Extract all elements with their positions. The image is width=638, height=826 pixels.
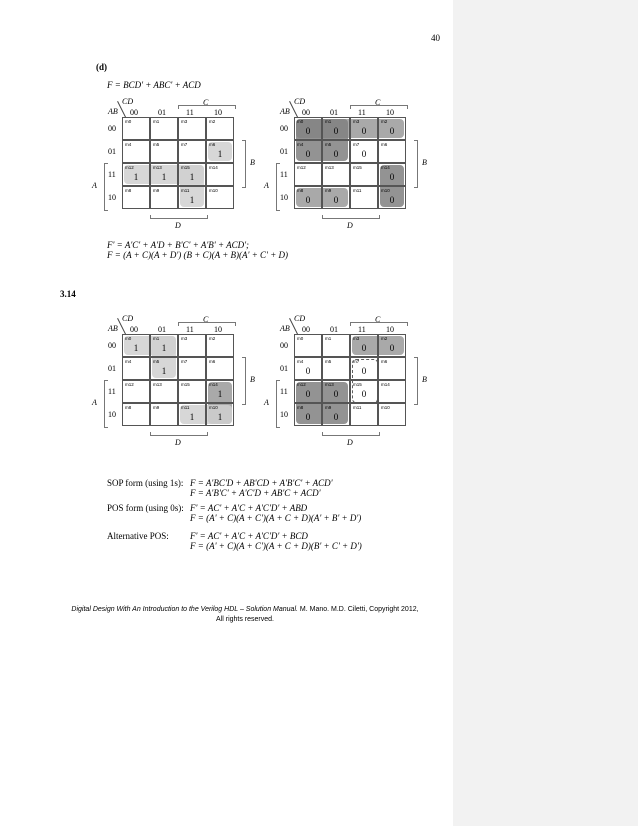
kmap-cell (178, 380, 206, 403)
minterm-label: m7 (353, 142, 360, 147)
kmap-cell (206, 403, 234, 426)
footer-authors: M. Mano. M.D. Ciletti, Copyright 2012, (297, 606, 419, 613)
kmap-cell (150, 186, 178, 209)
row-label: 00 (280, 341, 288, 350)
kmap-cell (350, 117, 378, 140)
d-label: D (347, 438, 353, 447)
kmap-cell (206, 117, 234, 140)
minterm-label: m4 (125, 359, 132, 364)
kmap-cell (322, 403, 350, 426)
cell-value: 0 (389, 195, 395, 205)
minterm-label: m4 (297, 142, 304, 147)
b-label: B (250, 158, 255, 167)
cell-value: 0 (333, 412, 339, 422)
b-bracket (242, 357, 246, 405)
minterm-label: m1 (153, 119, 160, 124)
kmap-cell (150, 357, 178, 380)
kmap-cell (322, 186, 350, 209)
cell-value: 1 (217, 389, 223, 399)
minterm-label: m10 (381, 188, 390, 193)
b-bracket (414, 140, 418, 188)
column-label: 10 (386, 108, 394, 117)
cell-value: 0 (305, 149, 311, 159)
ab-axis-label: AB (108, 107, 118, 116)
column-label: 01 (330, 325, 338, 334)
a-label: A (92, 181, 97, 190)
row-label: 11 (280, 170, 288, 179)
kmap-cell (378, 117, 406, 140)
minterm-label: m4 (297, 359, 304, 364)
d-bracket (322, 215, 380, 219)
a-bracket (276, 163, 280, 211)
kmap-cell (150, 163, 178, 186)
cell-value: 0 (361, 389, 367, 399)
sop-label: SOP form (using 1s): (107, 478, 184, 488)
minterm-label: m0 (297, 336, 304, 341)
minterm-label: m5 (153, 142, 160, 147)
kmap-cell (178, 140, 206, 163)
kmap-cell (322, 357, 350, 380)
kmap-cell (178, 334, 206, 357)
kmap-cell (178, 163, 206, 186)
comment-sidebar (453, 0, 638, 826)
cell-value: 0 (305, 412, 311, 422)
row-label: 00 (280, 124, 288, 133)
row-label: 01 (280, 147, 288, 156)
c-label: C (203, 315, 209, 324)
column-label: 00 (302, 325, 310, 334)
cell-value: 0 (333, 126, 339, 136)
cell-value: 0 (333, 149, 339, 159)
kmap-cell (150, 403, 178, 426)
row-label: 10 (280, 193, 288, 202)
minterm-label: m3 (353, 336, 360, 341)
kmap-cell (378, 140, 406, 163)
minterm-label: m7 (353, 359, 360, 364)
kmap-cell (350, 357, 378, 380)
kmap-cell (350, 334, 378, 357)
minterm-label: m5 (325, 142, 332, 147)
b-label: B (422, 158, 427, 167)
alt-pos-line1: F' = AC' + A'C + A'C'D' + BCD (190, 531, 308, 541)
cell-value: 0 (361, 126, 367, 136)
cell-value: 0 (305, 195, 311, 205)
kmap-cell (150, 380, 178, 403)
a-label: A (92, 398, 97, 407)
minterm-label: m3 (181, 336, 188, 341)
cell-value: 0 (361, 366, 367, 376)
kmap-cell (350, 140, 378, 163)
minterm-label: m10 (209, 405, 218, 410)
kmap-cell (378, 163, 406, 186)
kmap-cell (122, 163, 150, 186)
cd-axis-label: CD (122, 314, 134, 323)
cd-axis-label: CD (294, 314, 306, 323)
cell-value: 0 (389, 172, 395, 182)
cell-value: 0 (305, 366, 311, 376)
d-label: D (175, 221, 181, 230)
column-label: 00 (130, 325, 138, 334)
kmap-cell (350, 186, 378, 209)
cell-value: 0 (389, 343, 395, 353)
cell-value: 1 (161, 343, 167, 353)
minterm-label: m15 (181, 382, 190, 387)
kmap-cell (322, 334, 350, 357)
minterm-label: m8 (297, 405, 304, 410)
row-label: 10 (108, 193, 116, 202)
minterm-label: m13 (153, 382, 162, 387)
kmap-cell (122, 380, 150, 403)
kmap-cell (206, 380, 234, 403)
row-label: 11 (108, 387, 116, 396)
minterm-label: m10 (381, 405, 390, 410)
minterm-label: m9 (325, 188, 332, 193)
minterm-label: m1 (325, 119, 332, 124)
page-footer (60, 605, 430, 625)
cell-value: 0 (305, 389, 311, 399)
minterm-label: m2 (209, 336, 216, 341)
kmap-cell (206, 186, 234, 209)
minterm-label: m9 (325, 405, 332, 410)
cell-value: 0 (361, 149, 367, 159)
row-label: 00 (108, 341, 116, 350)
column-label: 01 (330, 108, 338, 117)
kmap-cell (350, 163, 378, 186)
minterm-label: m3 (181, 119, 188, 124)
cell-value: 0 (333, 389, 339, 399)
row-label: 01 (108, 364, 116, 373)
kmap-cell (378, 334, 406, 357)
ab-axis-label: AB (108, 324, 118, 333)
kmap-cell (122, 357, 150, 380)
minterm-label: m13 (325, 165, 334, 170)
ab-axis-label: AB (280, 324, 290, 333)
section-d-result-line2: F = (A + C)(A + D') (B + C)(A + B)(A' + C' + D) (107, 250, 289, 260)
column-label: 11 (186, 108, 194, 117)
minterm-label: m13 (325, 382, 334, 387)
kmap-cell (122, 334, 150, 357)
kmap-cell (150, 334, 178, 357)
cell-value: 1 (217, 149, 223, 159)
kmap-cell (322, 380, 350, 403)
minterm-label: m14 (209, 382, 218, 387)
column-label: 11 (186, 325, 194, 334)
minterm-label: m8 (125, 405, 132, 410)
pos-line1: F' = AC' + A'C + A'C'D' + ABD (190, 503, 308, 513)
cell-value: 1 (161, 172, 167, 182)
minterm-label: m2 (381, 119, 388, 124)
c-label: C (375, 315, 381, 324)
minterm-label: m14 (209, 165, 218, 170)
a-bracket (104, 380, 108, 428)
column-label: 01 (158, 325, 166, 334)
kmap-cell (294, 357, 322, 380)
cell-value: 1 (189, 195, 195, 205)
column-label: 10 (214, 325, 222, 334)
minterm-label: m7 (181, 359, 188, 364)
alt-pos-line2: F = (A' + C)(A + C')(A + C + D)(B' + C' + D') (190, 541, 362, 551)
minterm-label: m11 (353, 188, 362, 193)
minterm-label: m14 (381, 382, 390, 387)
minterm-label: m7 (181, 142, 188, 147)
kmap-cell (322, 163, 350, 186)
d-label: D (175, 438, 181, 447)
kmap-cell (122, 117, 150, 140)
minterm-label: m0 (125, 336, 132, 341)
minterm-label: m8 (297, 188, 304, 193)
c-label: C (375, 98, 381, 107)
minterm-label: m5 (325, 359, 332, 364)
kmap-cell (294, 380, 322, 403)
kmap-cell (378, 357, 406, 380)
kmap-cell (378, 403, 406, 426)
b-bracket (414, 357, 418, 405)
section-d-label: (d) (96, 62, 107, 72)
c-label: C (203, 98, 209, 107)
minterm-label: m14 (381, 165, 390, 170)
page-number: 40 (431, 33, 440, 43)
cell-value: 1 (189, 172, 195, 182)
kmap-cell (294, 403, 322, 426)
footer-title: Digital Design With An Introduction to the Verilog HDL – Solution Manual. (71, 606, 298, 613)
cell-value: 0 (305, 126, 311, 136)
column-label: 00 (302, 108, 310, 117)
a-bracket (276, 380, 280, 428)
kmap-cell (206, 163, 234, 186)
sop-line2: F = A'B'C' + A'C'D + AB'C + ACD' (190, 488, 321, 498)
kmap-cell (150, 117, 178, 140)
cd-axis-label: CD (122, 97, 134, 106)
minterm-label: m11 (181, 405, 190, 410)
row-label: 11 (108, 170, 116, 179)
kmap-cell (122, 140, 150, 163)
minterm-label: m6 (209, 359, 216, 364)
row-label: 01 (108, 147, 116, 156)
minterm-label: m2 (209, 119, 216, 124)
kmap-cell (178, 117, 206, 140)
kmap-cell (322, 117, 350, 140)
kmap-cell (378, 186, 406, 209)
d-bracket (150, 432, 208, 436)
minterm-label: m6 (381, 359, 388, 364)
kmap-cell (294, 117, 322, 140)
a-bracket (104, 163, 108, 211)
minterm-label: m6 (381, 142, 388, 147)
minterm-label: m5 (153, 359, 160, 364)
minterm-label: m12 (297, 382, 306, 387)
minterm-label: m8 (125, 188, 132, 193)
a-label: A (264, 398, 269, 407)
cell-value: 0 (333, 195, 339, 205)
kmap-cell (178, 357, 206, 380)
minterm-label: m0 (297, 119, 304, 124)
footer-rights: All rights reserved. (216, 616, 274, 623)
alt-pos-label: Alternative POS: (107, 531, 169, 541)
kmap-cell (350, 380, 378, 403)
column-label: 10 (386, 325, 394, 334)
kmap-cell (122, 403, 150, 426)
row-label: 11 (280, 387, 288, 396)
cell-value: 0 (361, 343, 367, 353)
a-label: A (264, 181, 269, 190)
cell-value: 1 (133, 172, 139, 182)
row-label: 00 (108, 124, 116, 133)
kmap-cell (206, 357, 234, 380)
minterm-label: m9 (153, 405, 160, 410)
b-label: B (422, 375, 427, 384)
row-label: 10 (108, 410, 116, 419)
minterm-label: m13 (153, 165, 162, 170)
cell-value: 1 (189, 412, 195, 422)
minterm-label: m1 (153, 336, 160, 341)
column-label: 11 (358, 325, 366, 334)
row-label: 10 (280, 410, 288, 419)
minterm-label: m15 (353, 165, 362, 170)
section-d-result-line1: F' = A'C' + A'D + B'C' + A'B' + ACD'; (107, 240, 250, 250)
minterm-label: m6 (209, 142, 216, 147)
kmap-cell (178, 186, 206, 209)
problem-label: 3.14 (60, 289, 76, 299)
section-d-function: F = BCD' + ABC' + ACD (107, 80, 201, 90)
minterm-label: m1 (325, 336, 332, 341)
ab-axis-label: AB (280, 107, 290, 116)
d-label: D (347, 221, 353, 230)
minterm-label: m11 (353, 405, 362, 410)
cell-value: 1 (133, 343, 139, 353)
kmap-cell (294, 140, 322, 163)
d-bracket (322, 432, 380, 436)
sop-line1: F = A'BC'D + AB'CD + A'B'C' + ACD' (190, 478, 333, 488)
minterm-label: m9 (153, 188, 160, 193)
cell-value: 1 (161, 366, 167, 376)
cell-value: 0 (389, 126, 395, 136)
kmap-cell (178, 403, 206, 426)
minterm-label: m12 (125, 382, 134, 387)
column-label: 00 (130, 108, 138, 117)
kmap-cell (122, 186, 150, 209)
kmap-cell (206, 334, 234, 357)
pos-label: POS form (using 0s): (107, 503, 184, 513)
cell-value: 1 (217, 412, 223, 422)
kmap-cell (350, 403, 378, 426)
kmap-cell (378, 380, 406, 403)
cd-axis-label: CD (294, 97, 306, 106)
minterm-label: m11 (181, 188, 190, 193)
kmap-cell (294, 334, 322, 357)
d-bracket (150, 215, 208, 219)
pos-line2: F = (A' + C)(A + C')(A + C + D)(A' + B' + D') (190, 513, 362, 523)
minterm-label: m4 (125, 142, 132, 147)
minterm-label: m15 (353, 382, 362, 387)
kmap-cell (206, 140, 234, 163)
column-label: 11 (358, 108, 366, 117)
b-label: B (250, 375, 255, 384)
minterm-label: m10 (209, 188, 218, 193)
minterm-label: m3 (353, 119, 360, 124)
kmap-cell (322, 140, 350, 163)
minterm-label: m0 (125, 119, 132, 124)
minterm-label: m2 (381, 336, 388, 341)
column-label: 01 (158, 108, 166, 117)
minterm-label: m12 (297, 165, 306, 170)
b-bracket (242, 140, 246, 188)
kmap-cell (150, 140, 178, 163)
kmap-cell (294, 186, 322, 209)
kmap-cell (294, 163, 322, 186)
column-label: 10 (214, 108, 222, 117)
minterm-label: m12 (125, 165, 134, 170)
row-label: 01 (280, 364, 288, 373)
minterm-label: m15 (181, 165, 190, 170)
